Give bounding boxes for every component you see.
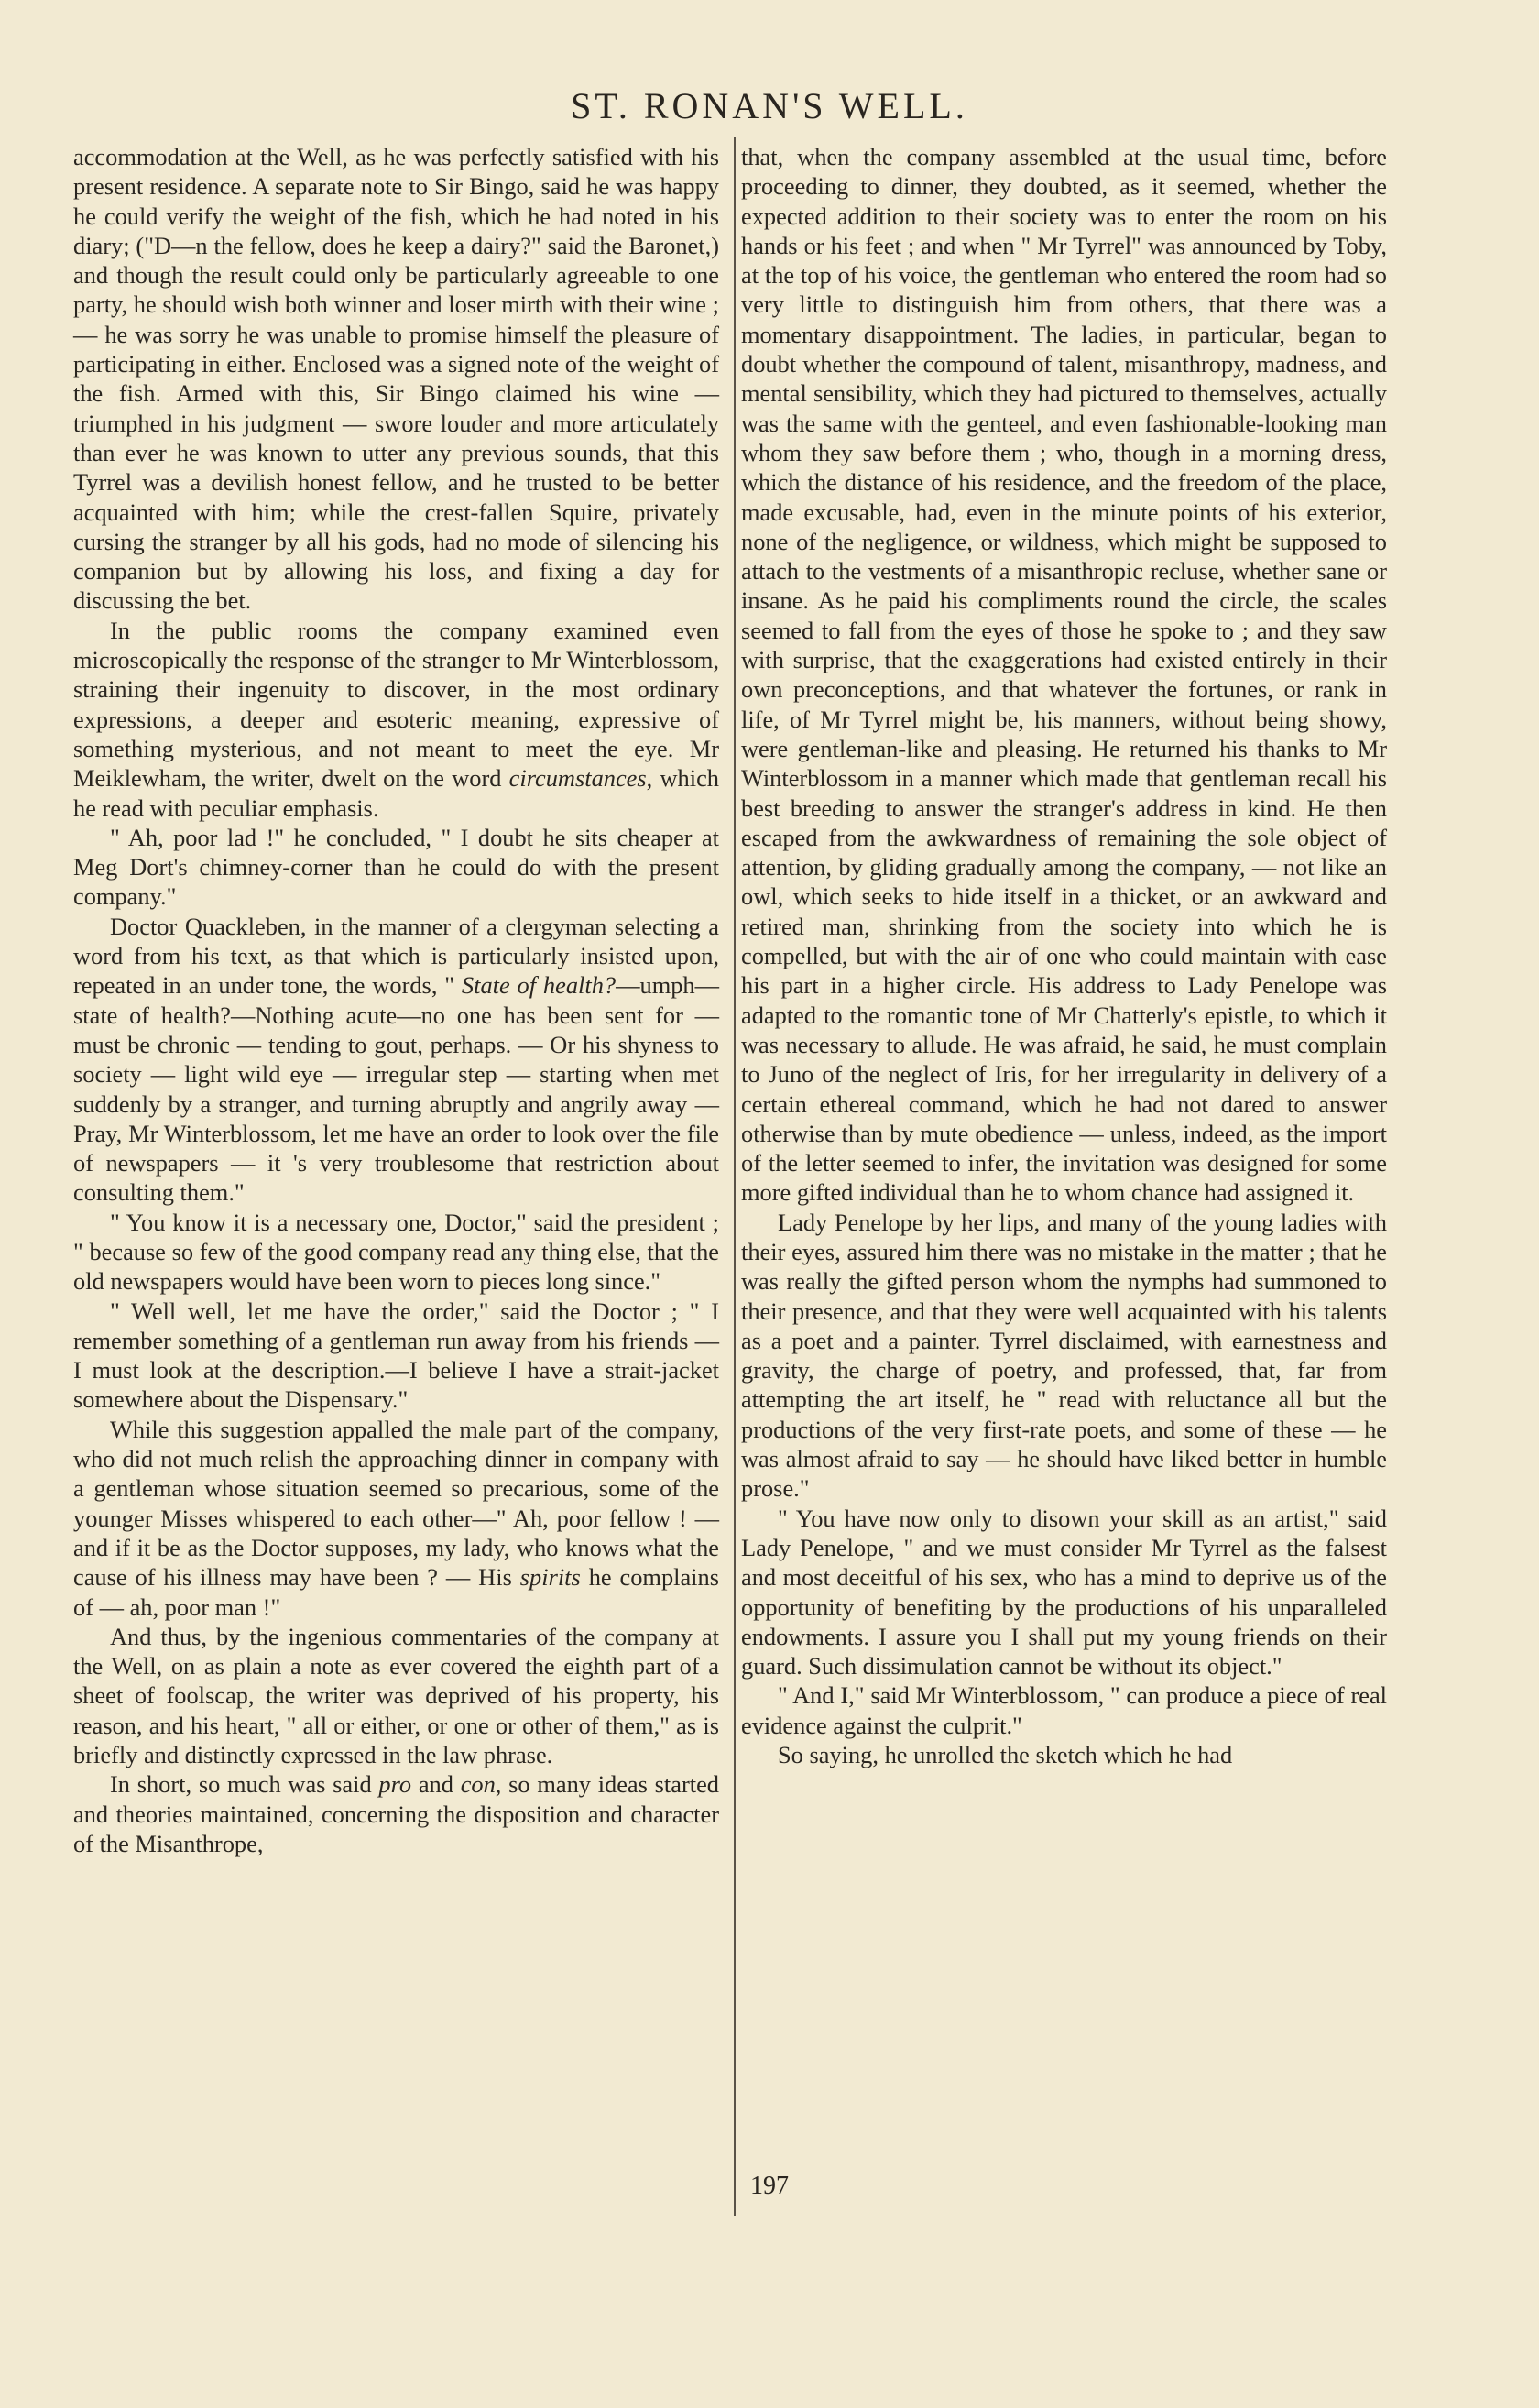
paragraph: While this suggestion appalled the male part of the company, who did not much relish the approaching dinner in company with a gentleman whose situation seemed so precarious, some of the younger Misses whispered to each other—" Ah, poor fellow ! — and if it be as the Doctor supposes, my lady, who knows what the cause of his illness may have been ? — His spirits he complains of — ah, poor man !" <box>73 1415 719 1621</box>
left-column <box>73 142 719 1858</box>
paragraph: So saying, he unrolled the sketch which he had <box>778 1741 1233 1769</box>
paragraph: " And I," said Mr Winterblossom, " can produce a piece of real evidence against the culprit." <box>741 1681 1387 1739</box>
column-divider <box>734 137 736 2216</box>
paragraph: that, when the company assembled at the usual time, before proceeding to dinner, they doubted, as it seemed, whether the expected addition to their society was to enter the room on his hands or his feet ; and when " Mr Tyrrel" was announced by Toby, at the top of his voice, the gentleman who entered the room had so very little to distinguish him from others, that there was a momentary disappointment. The ladies, in particular, began to doubt whether the compound of talent, misanthropy, madness, and mental sensibility, which they had pictured to themselves, actually was the same with the genteel, and even fashionable-looking man whom they saw before them ; who, though in a morning dress, which the distance of his residence, and the freedom of the place, made excusable, had, even in the minute points of his exterior, none of the negligence, or wildness, which might be supposed to attach to the vestments of a misanthropic recluse, whether sane or insane. As he paid his compliments round the circle, the scales seemed to fall from the eyes of those he spoke to ; and they saw with surprise, that the exaggerations had existed entirely in their own preconceptions, and that whatever the fortunes, or rank in life, of Mr Tyrrel might be, his manners, without being showy, were gentleman-like and pleasing. He returned his thanks to Mr Winterblossom in a manner which made that gentleman recall his best breeding to answer the stranger's address in kind. He then escaped from the awkwardness of remaining the sole object of attention, by gliding gradually among the company, — not like an owl, which seeks to hide itself in a thicket, or an awkward and retired man, shrinking from the society into which he is compelled, but with the air of one who could maintain with ease his part in a higher circle. His address to Lady Penelope was adapted to the romantic tone of Mr Chatterly's epistle, to which it was necessary to allude. He was afraid, he said, he must complain to Juno of the neglect of Iris, for her irregularity in delivery of a certain ethereal command, which he had not dared to answer otherwise than by mute obedience — unless, indeed, as the import of the letter seemed to infer, the invitation was designed for some more gifted individual than he to whom chance had assigned it. <box>741 143 1387 1207</box>
paragraph: " Well well, let me have the order," said the Doctor ; " I remember something of a gentleman run away from his friends — I must look at the description.—I believe I have a strait-jacket somewhere about the Dispensary." <box>73 1297 719 1414</box>
paragraph: " Ah, poor lad !" he concluded, " I doubt he sits cheaper at Meg Dort's chimney-corner than he could do with the present company." <box>73 823 719 911</box>
paragraph: Lady Penelope by her lips, and many of the young ladies with their eyes, assured him there was no mistake in the matter ; that he was really the gifted person whom the nymphs had summoned to their presence, and that they were well acquainted with his talents as a poet and a painter. Tyrrel disclaimed, with earnestness and gravity, the charge of poetry, and professed, that, far from attempting the art itself, he " read with reluctance all but the productions of the very first-rate poets, and some of these — he was almost afraid to say — he should have liked better in humble prose." <box>741 1208 1387 1503</box>
page-number: 197 <box>750 2172 789 2200</box>
paragraph: In short, so much was said pro and con, so many ideas started and theories maintained, concerning the disposition and character of the Misanthrope, <box>73 1770 719 1857</box>
paragraph: " You have now only to disown your skill as an artist," said Lady Penelope, " and we must consider Mr Tyrrel as the falsest and most deceitful of his sex, who has a mind to deprive us of the opportunity of benefiting by the productions of his unparalleled endowments. I assure you I shall put my young friends on their guard. Such dissimulation cannot be without its object." <box>741 1504 1387 1680</box>
paragraph: Doctor Quackleben, in the manner of a clergyman selecting a word from his text, as that which is particularly insisted upon, repeated in an under tone, the words, " State of health?—umph—state of health?—Nothing acute—no one has been sent for — must be chronic — tending to gout, perhaps. — Or his shyness to society — light wild eye — irregular step — starting when met suddenly by a stranger, and turning abruptly and angrily away — Pray, Mr Winterblossom, let me have an order to look over the file of newspapers — it 's very troublesome that restriction about consulting them." <box>73 912 720 1207</box>
paragraph: accommodation at the Well, as he was perfectly satisfied with his present residence. A separate note to Sir Bingo, said he was happy he could verify the weight of the fish, which he had noted in his diary; ("D—n the fellow, does he keep a dairy?" said the Baronet,) and though the result could only be particularly agreeable to one party, he should wish both winner and loser mirth with their wine ; — he was sorry he was unable to promise himself the pleasure of participating in either. Enclosed was a signed note of the weight of the fish. Armed with this, Sir Bingo claimed his wine — triumphed in his judgment — swore louder and more articulately than ever he was known to utter any previous sounds, that this Tyrrel was a devilish honest fellow, and he trusted to be better acquainted with him; while the crest-fallen Squire, privately cursing the stranger by all his gods, had no mode of silencing his companion but by allowing his loss, and fixing a day for discussing the bet. <box>73 143 719 615</box>
paragraph: " You know it is a necessary one, Doctor," said the president ; " because so few of the good company read any thing else, that the old newspapers would have been worn to pieces long since." <box>73 1208 719 1296</box>
right-column <box>741 142 1387 1769</box>
running-head: ST. RONAN'S WELL. <box>571 85 968 126</box>
paragraph: And thus, by the ingenious commentaries of the company at the Well, on as plain a note as ever covered the eighth part of a sheet of foolscap, the writer was deprived of his property, his reason, and his heart, " all or either, or one or other of them," as is briefly and distinctly expressed in the law phrase. <box>73 1622 719 1769</box>
paragraph: In the public rooms the company examined even microscopically the response of the stranger to Mr Winterblossom, straining their ingenuity to discover, in the most ordinary expressions, a deeper and esoteric meaning, expressive of something mysterious, and not meant to meet the eye. Mr Meiklewham, the writer, dwelt on the word circumstances, which he read with peculiar emphasis. <box>73 616 719 822</box>
